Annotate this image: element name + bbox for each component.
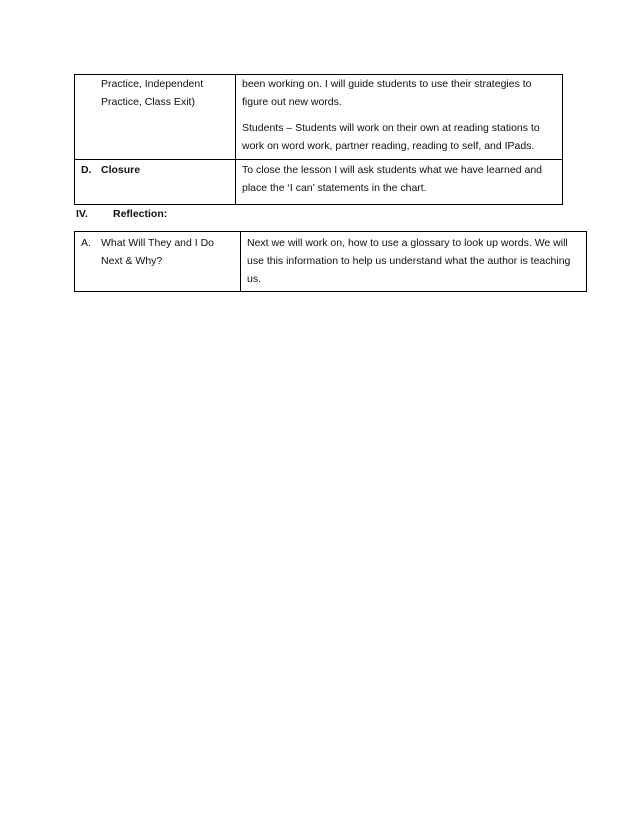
reflection-answer-cell — [247, 234, 570, 288]
column-divider — [240, 232, 241, 291]
reflection-question-line-1: What Will They and I Do — [101, 237, 215, 249]
reflection-letter: A. — [81, 237, 91, 249]
column-divider — [235, 75, 236, 204]
practice-description-cell — [242, 75, 540, 155]
practice-label-line-2: Practice, Class Exit) — [101, 96, 195, 108]
reflection-question-line-2: Next & Why? — [101, 255, 163, 267]
row-divider — [75, 159, 562, 160]
reflection-question-cell — [101, 234, 214, 270]
closure-letter: D. — [81, 164, 92, 176]
procedure-table — [74, 74, 563, 205]
students-desc-line-1: Students – Students will work on their own at reading stations to — [242, 122, 540, 134]
reflection-answer-line-2: use this information to help us understand what the author is teaching — [247, 255, 571, 267]
closure-description-cell — [242, 161, 542, 197]
closure-desc-line-1: To close the lesson I will ask students what we have learned and — [242, 164, 543, 176]
practice-label-cell — [101, 75, 203, 111]
reflection-answer-line-3: us. — [247, 273, 262, 285]
closure-desc-line-2: place the ‘I can’ statements in the chart. — [242, 182, 427, 194]
reflection-answer-line-1: Next we will work on, how to use a glossary to look up words. We will — [247, 237, 568, 249]
practice-desc-line-2: figure out new words. — [242, 96, 342, 108]
section-title: Reflection: — [113, 208, 168, 220]
section-number: IV. — [76, 208, 88, 220]
reflection-table — [74, 231, 587, 292]
practice-desc-line-1: been working on. I will guide students to use their strategies to — [242, 78, 532, 90]
students-desc-line-2: work on word work, partner reading, reading to self, and IPads. — [242, 140, 535, 152]
practice-label-line-1: Practice, Independent — [101, 78, 204, 90]
closure-label: Closure — [101, 164, 141, 176]
